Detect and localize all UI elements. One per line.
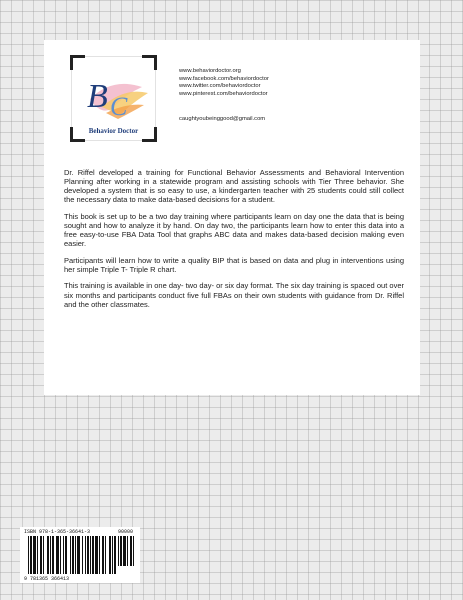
- svg-text:B: B: [87, 78, 108, 115]
- barcode-bar: [30, 536, 32, 574]
- svg-text:C: C: [110, 92, 128, 121]
- barcode-bar: [127, 536, 128, 566]
- barcode-bars: [28, 536, 116, 574]
- twitter-link[interactable]: www.twitter.com/behaviordoctor: [179, 83, 261, 90]
- barcode-bar: [56, 536, 59, 574]
- barcode-bar: [109, 536, 111, 574]
- barcode-bar: [105, 536, 106, 574]
- barcode-bar: [114, 536, 116, 574]
- barcode-bar: [77, 536, 80, 574]
- barcode-bar: [133, 536, 134, 566]
- behavior-doctor-logo: [71, 56, 156, 141]
- social-links: [179, 68, 269, 98]
- barcode-bar: [60, 536, 61, 574]
- barcode-bar: [33, 536, 36, 574]
- paragraph: Dr. Riffel developed a training for Functional Behavior Assessments and Behavioral Intervention Planning after working in a statewide program and assisting schools with Tier Three behavior. She developed a system that is so easy to use, a kindergarten teacher with 25 students could still collect the necessary data to make data-based decisions for a student.: [64, 168, 404, 205]
- barcode-bar: [130, 536, 132, 566]
- facebook-link[interactable]: www.facebook.com/behaviordoctor: [179, 75, 269, 82]
- barcode-bar: [118, 536, 119, 566]
- paragraph: Participants will learn how to write a quality BIP that is based on data and plug in interventions using her simple Triple T- Triple R chart.: [64, 255, 404, 274]
- barcode-bar: [120, 536, 122, 566]
- isbn-barcode: [20, 527, 140, 583]
- price-barcode-bars: [118, 536, 136, 566]
- barcode-bar: [95, 536, 98, 574]
- barcode-bar: [87, 536, 89, 574]
- back-cover-panel: [44, 40, 420, 395]
- barcode-bar: [112, 536, 113, 574]
- website-link[interactable]: www.behaviordoctor.org: [179, 68, 241, 74]
- barcode-bar: [90, 536, 91, 574]
- isbn-label: ISBN 978-1-365-36641-3: [24, 529, 91, 535]
- barcode-bar: [99, 536, 100, 574]
- barcode-bar: [50, 536, 51, 574]
- barcode-bar: [47, 536, 49, 574]
- barcode-bar: [72, 536, 74, 574]
- barcode-bar: [28, 536, 29, 574]
- logo-text: Behavior Doctor: [88, 127, 139, 135]
- barcode-bar: [37, 536, 38, 574]
- barcode-bar: [85, 536, 86, 574]
- barcode-number: 9 781365 366413: [24, 576, 70, 582]
- barcode-bar: [63, 536, 64, 574]
- barcode-bar: [40, 536, 42, 574]
- barcode-bar: [92, 536, 94, 574]
- paragraph: This training is available in one day- two day- or six day format. The six day training is spaced out over six months and participants conduct five full FBAs on their own students with guidance from Dr. Riffel and the other classmates.: [64, 281, 404, 309]
- barcode-bar: [82, 536, 83, 574]
- barcode-bar: [75, 536, 76, 574]
- barcode-bar: [102, 536, 104, 574]
- barcode-bar: [123, 536, 126, 566]
- barcode-bar: [52, 536, 54, 574]
- barcode-bar: [65, 536, 67, 574]
- price-code: 90000: [118, 529, 134, 535]
- barcode-bar: [70, 536, 71, 574]
- description-text: [64, 168, 404, 316]
- pinterest-link[interactable]: www.pinterest.com/behaviordoctor: [179, 90, 268, 97]
- email-address[interactable]: caughtyoubeinggood@gmail.com: [179, 116, 266, 122]
- barcode-bar: [43, 536, 44, 574]
- paragraph: This book is set up to be a two day training where participants learn on day one the data that is being sought and how to analyze it by hand. On day two, the participants learn how to enter this data into a free easy-to-use FBA Data Tool that graphs ABC data and makes data-based decision making even easier.: [64, 211, 404, 249]
